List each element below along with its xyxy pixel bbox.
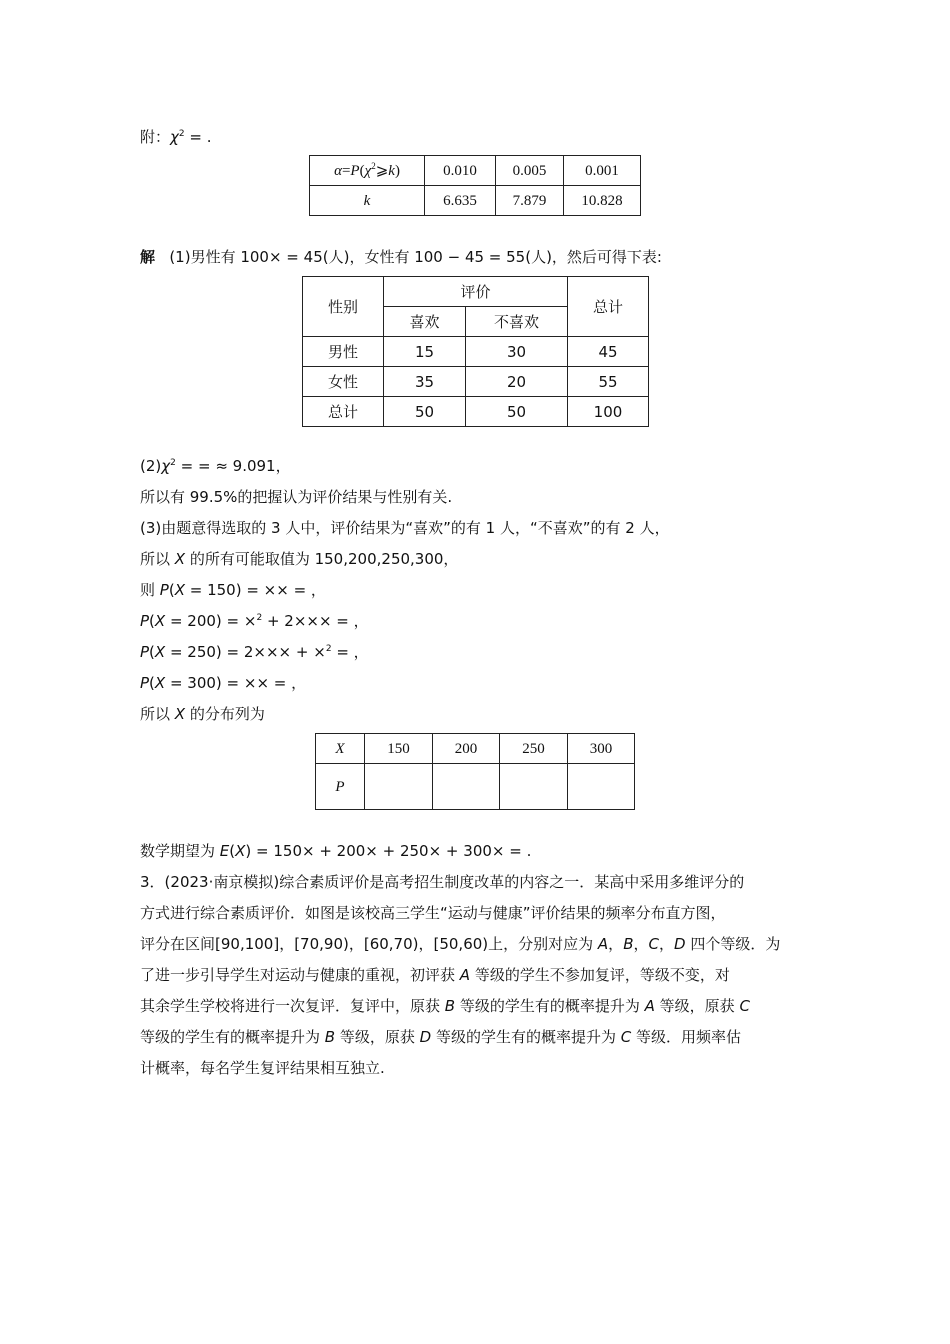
chi-symbol: χ bbox=[170, 128, 179, 146]
grade-d: D bbox=[674, 935, 686, 953]
problem3-line2: 方式进行综合素质评价．如图是该校高三学生“运动与健康”评价结果的频率分布直方图， bbox=[140, 904, 726, 922]
text-span: 的所有可能取值为 150,200,250,300， bbox=[185, 550, 459, 568]
x-label-cell: X bbox=[316, 734, 365, 764]
problem3-line3 bbox=[140, 934, 780, 954]
part2-prefix: (2) bbox=[140, 457, 162, 475]
text-span: 等级，原获 bbox=[335, 1028, 420, 1046]
grade-d: D bbox=[419, 1028, 432, 1046]
row-label-cell: 总计 bbox=[303, 397, 384, 427]
row-label-cell: 女性 bbox=[303, 367, 384, 397]
gender-rating-table bbox=[302, 276, 649, 427]
part3-line5 bbox=[140, 642, 369, 662]
p-value-cell bbox=[433, 764, 500, 810]
p-value-cell bbox=[568, 764, 635, 810]
expectation-line bbox=[140, 841, 531, 861]
p-label-cell: P bbox=[316, 764, 365, 810]
grade-b: B bbox=[623, 935, 634, 953]
alpha-value-cell: 0.010 bbox=[425, 156, 496, 186]
alpha-header-cell bbox=[310, 156, 425, 186]
part3-line4 bbox=[140, 611, 369, 631]
problem3-line1: 3．(2023·南京模拟)综合素质评价是高考招生制度改革的内容之一．某高中采用多维评分的 bbox=[140, 873, 745, 891]
var-x: X bbox=[174, 581, 185, 599]
part3-line7 bbox=[140, 704, 265, 724]
k-value-cell: 7.879 bbox=[496, 186, 564, 216]
note-line bbox=[140, 127, 212, 147]
paren-open: ( bbox=[149, 612, 155, 630]
table-row bbox=[303, 337, 649, 367]
text-span: 等级的学生不参加复评，等级不变，对 bbox=[470, 966, 730, 984]
paren-open: ( bbox=[359, 162, 365, 179]
text-span: = 250) = 2××× + × bbox=[165, 643, 326, 661]
x-value-cell: 150 bbox=[365, 734, 433, 764]
header-dislike-cell: 不喜欢 bbox=[466, 307, 568, 337]
var-x: X bbox=[174, 705, 186, 723]
grade-b: B bbox=[444, 997, 456, 1015]
note-suffix: = . bbox=[184, 128, 212, 146]
grade-a: A bbox=[459, 966, 471, 984]
note-prefix: 附： bbox=[140, 128, 171, 146]
p-symbol: P bbox=[350, 162, 360, 179]
table-row bbox=[303, 367, 649, 397]
alpha-symbol: α bbox=[334, 162, 342, 179]
solution-part1 bbox=[140, 247, 662, 267]
p-symbol: P bbox=[140, 674, 150, 692]
problem3-line5 bbox=[140, 996, 750, 1016]
grade-c: C bbox=[648, 935, 659, 953]
k-symbol: k bbox=[388, 162, 395, 179]
grade-c: C bbox=[620, 1028, 632, 1046]
paren-open: ( bbox=[149, 643, 155, 661]
like-cell: 35 bbox=[384, 367, 466, 397]
p-symbol: P bbox=[159, 581, 169, 599]
text-span: 所以 bbox=[140, 550, 175, 568]
header-total-cell: 总计 bbox=[568, 277, 649, 337]
text-span: 等级．用频率估 bbox=[631, 1028, 741, 1046]
k-value-cell: 6.635 bbox=[425, 186, 496, 216]
ge-symbol: ⩾ bbox=[375, 162, 389, 179]
part3-line3 bbox=[140, 580, 326, 600]
part2-conclusion: 所以有 99.5%的把握认为评价结果与性别有关. bbox=[140, 488, 453, 506]
row-label-cell: 男性 bbox=[303, 337, 384, 367]
p-value-cell bbox=[365, 764, 433, 810]
total-cell: 100 bbox=[568, 397, 649, 427]
problem3-line7: 计概率，每名学生复评结果相互独立. bbox=[140, 1059, 385, 1077]
p-value-cell bbox=[500, 764, 568, 810]
superscript: 2 bbox=[325, 644, 332, 654]
text-span: 的分布列为 bbox=[185, 705, 265, 723]
comma: ， bbox=[608, 935, 624, 953]
text-span: 四个等级．为 bbox=[685, 935, 781, 953]
x-value-cell: 300 bbox=[568, 734, 635, 764]
text-span: 等级，原获 bbox=[654, 997, 740, 1015]
e-symbol: E bbox=[219, 842, 230, 860]
table-row bbox=[316, 764, 635, 810]
grade-c: C bbox=[739, 997, 750, 1015]
paren-open: ( bbox=[229, 842, 236, 860]
solution-label: 解 bbox=[140, 248, 156, 266]
text-span: 等级的学生有的概率提升为 bbox=[455, 997, 645, 1015]
text-span: = 300) = ×× = ， bbox=[165, 674, 307, 692]
grade-a: A bbox=[644, 997, 655, 1015]
var-x: X bbox=[174, 550, 186, 568]
problem3-line4 bbox=[140, 965, 730, 985]
alpha-value-cell: 0.005 bbox=[496, 156, 564, 186]
comma: ， bbox=[658, 935, 674, 953]
text-span: = 200) = × bbox=[165, 612, 257, 630]
table-row bbox=[303, 277, 649, 307]
text-span: 其余学生学校将进行一次复评．复评中，原获 bbox=[140, 997, 445, 1015]
dislike-cell: 20 bbox=[466, 367, 568, 397]
table-row bbox=[310, 156, 641, 186]
superscript: 2 bbox=[256, 613, 263, 623]
header-gender-cell: 性别 bbox=[303, 277, 384, 337]
text-span: + 2××× = ， bbox=[262, 612, 369, 630]
part2-suffix: = = ≈ 9.091， bbox=[175, 457, 291, 475]
part2-formula bbox=[140, 456, 291, 476]
var-x: X bbox=[154, 643, 166, 661]
equals-sign: = bbox=[341, 162, 351, 179]
text-span: 了进一步引导学生对运动与健康的重视，初评获 bbox=[140, 966, 460, 984]
x-value-cell: 200 bbox=[433, 734, 500, 764]
p-symbol: P bbox=[140, 643, 150, 661]
x-value-cell: 250 bbox=[500, 734, 568, 764]
paren-open: ( bbox=[149, 674, 155, 692]
text-span: 等级的学生有的概率提升为 bbox=[140, 1028, 325, 1046]
distribution-table bbox=[315, 733, 635, 810]
superscript: 2 bbox=[371, 160, 376, 171]
problem3-line6 bbox=[140, 1027, 741, 1047]
var-x: X bbox=[154, 612, 166, 630]
k-label-cell: k bbox=[310, 186, 425, 216]
header-rating-cell: 评价 bbox=[384, 277, 568, 307]
text-span: ) = 150× + 200× + 250× + 300× = . bbox=[245, 842, 532, 860]
like-cell: 50 bbox=[384, 397, 466, 427]
text-span: 则 bbox=[140, 581, 160, 599]
text-span: = ， bbox=[331, 643, 369, 661]
chi-symbol: χ bbox=[364, 162, 372, 179]
k-value-cell: 10.828 bbox=[564, 186, 641, 216]
total-cell: 55 bbox=[568, 367, 649, 397]
dislike-cell: 50 bbox=[466, 397, 568, 427]
critical-value-table bbox=[309, 155, 641, 216]
table-row bbox=[310, 186, 641, 216]
total-cell: 45 bbox=[568, 337, 649, 367]
p-symbol: P bbox=[140, 612, 150, 630]
alpha-value-cell: 0.001 bbox=[564, 156, 641, 186]
part3-line6 bbox=[140, 673, 306, 693]
var-x: X bbox=[235, 842, 246, 860]
part3-line2 bbox=[140, 549, 458, 569]
part3-line1: (3)由题意得选取的 3 人中，评价结果为“喜欢”的有 1 人，“不喜欢”的有 2 人， bbox=[140, 519, 670, 537]
chi-symbol: χ bbox=[161, 457, 171, 475]
like-cell: 15 bbox=[384, 337, 466, 367]
table-row bbox=[316, 734, 635, 764]
text-span: 数学期望为 bbox=[140, 842, 220, 860]
dislike-cell: 30 bbox=[466, 337, 568, 367]
table-row bbox=[303, 397, 649, 427]
header-like-cell: 喜欢 bbox=[384, 307, 466, 337]
text-span: 所以 bbox=[140, 705, 175, 723]
grade-a: A bbox=[597, 935, 609, 953]
var-x: X bbox=[154, 674, 166, 692]
text-span: 等级的学生有的概率提升为 bbox=[431, 1028, 621, 1046]
paren-open: ( bbox=[168, 581, 175, 599]
text-span: = 150) = ×× = ， bbox=[184, 581, 326, 599]
grade-b: B bbox=[324, 1028, 336, 1046]
text-span: 评分在区间[90,100]，[70,90)，[60,70)，[50,60)上，分别对应为 bbox=[140, 935, 598, 953]
part1-text: (1)男性有 100× = 45(人)，女性有 100 − 45 = 55(人)，然后可得下表: bbox=[169, 248, 662, 266]
paren-close: ) bbox=[394, 162, 400, 179]
superscript: 2 bbox=[170, 458, 176, 468]
comma: ， bbox=[633, 935, 649, 953]
superscript: 2 bbox=[178, 129, 185, 139]
